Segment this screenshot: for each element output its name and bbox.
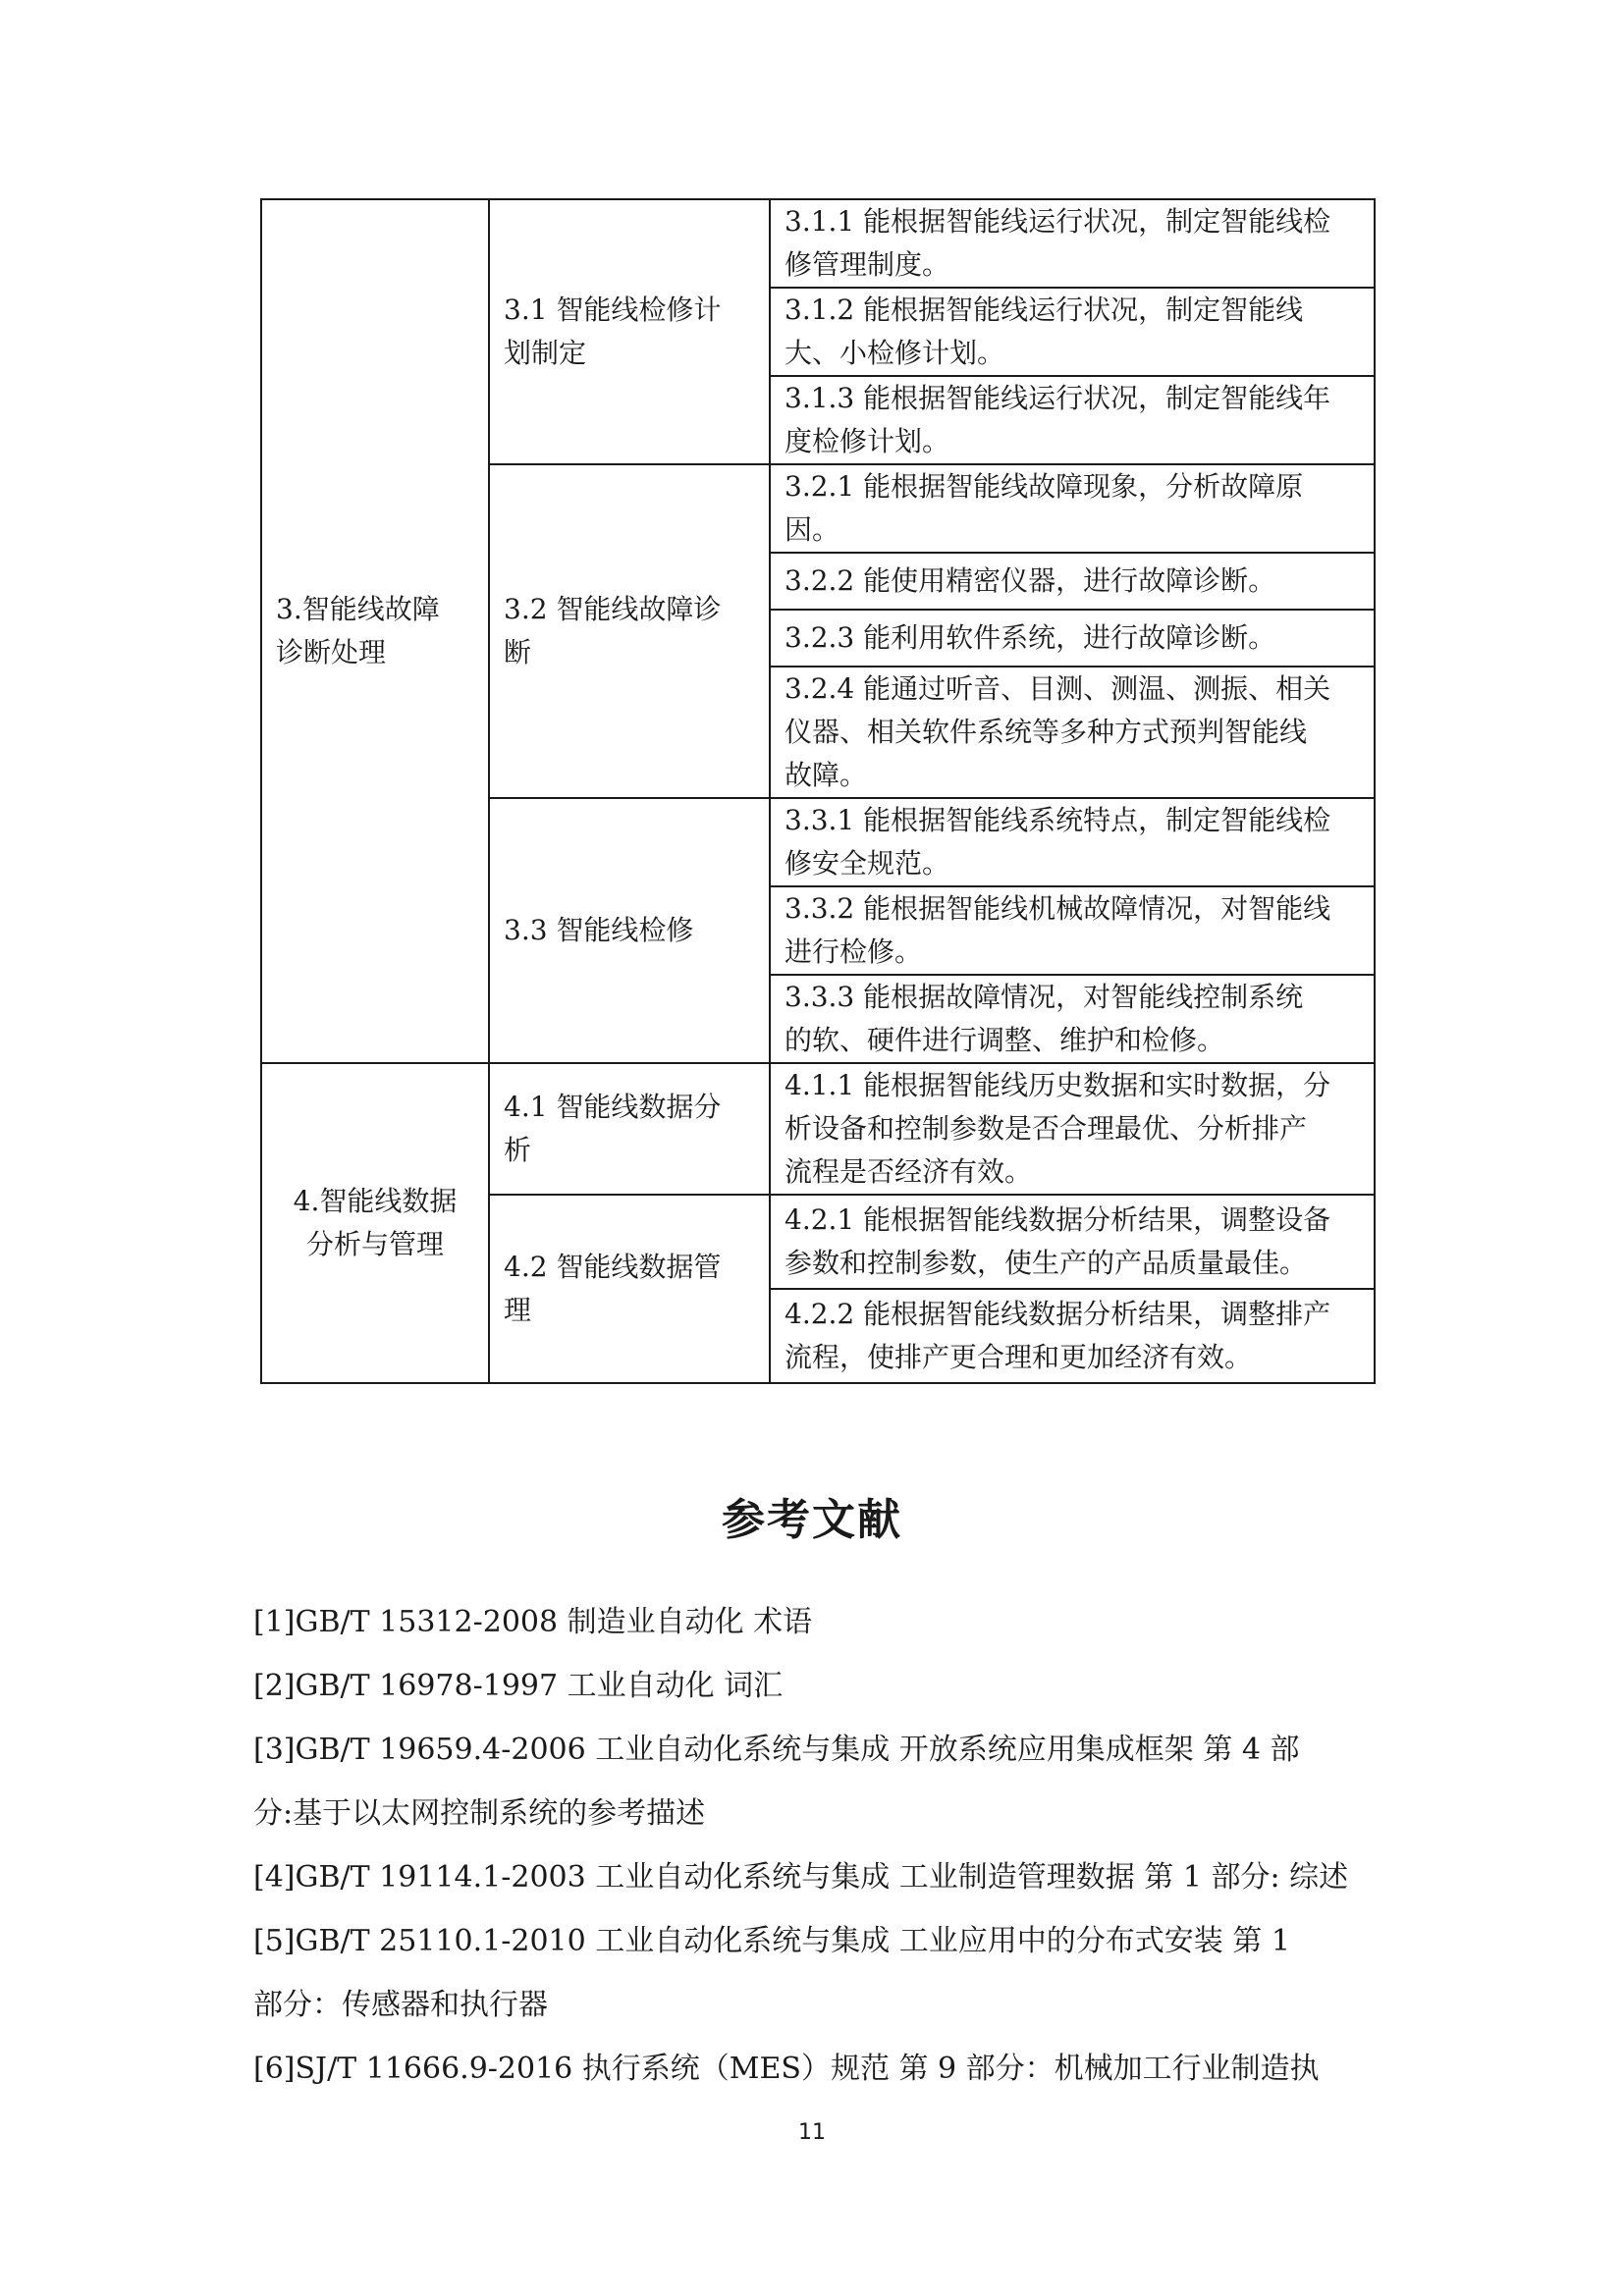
reference-line: 分:基于以太网控制系统的参考描述 — [253, 1796, 706, 1831]
subsection-4-2-cell — [489, 1195, 770, 1383]
subsection-4-1-cell — [489, 1063, 770, 1195]
section-4-line-1: 4.智能线数据 — [293, 1185, 458, 1217]
item-4-2-1 — [770, 1195, 1375, 1289]
item-line: 4.1.1 能根据智能线历史数据和实时数据，分 — [785, 1069, 1331, 1101]
item-3-1-2 — [770, 288, 1375, 376]
item-line: 4.2.2 能根据智能线数据分析结果，调整排产 — [785, 1298, 1331, 1330]
subsection-3-1-cell — [489, 199, 770, 464]
skills-table — [260, 198, 1376, 1384]
item-line: 流程，使排产更合理和更加经济有效。 — [785, 1341, 1253, 1373]
section-3-cell — [261, 199, 489, 1063]
item-4-1-1 — [770, 1063, 1375, 1195]
item-line: 3.3.1 能根据智能线系统特点，制定智能线检 — [785, 804, 1331, 836]
section-4-line-2: 分析与管理 — [305, 1228, 444, 1260]
reference-line: [3]GB/T 19659.4-2006 工业自动化系统与集成 开放系统应用集成框架 第 4 部 — [253, 1733, 1300, 1767]
item-line: 3.2.3 能利用软件系统，进行故障诊断。 — [785, 621, 1276, 654]
table-row — [261, 199, 1375, 288]
subsection-3-3-cell — [489, 798, 770, 1063]
item-3-2-2 — [770, 553, 1375, 610]
item-line: 流程是否经济有效。 — [785, 1155, 1033, 1188]
item-line: 析设备和控制参数是否合理最优、分析排产 — [785, 1112, 1308, 1145]
item-3-1-3 — [770, 376, 1375, 464]
item-line: 仪器、相关软件系统等多种方式预判智能线 — [785, 716, 1308, 748]
subsection-3-2-line-2: 断 — [504, 636, 532, 668]
reference-line: [2]GB/T 16978-1997 工业自动化 词汇 — [253, 1669, 784, 1703]
item-line: 3.2.4 能通过听音、目测、测温、测振、相关 — [785, 672, 1331, 705]
item-line: 3.3.3 能根据故障情况，对智能线控制系统 — [785, 981, 1304, 1013]
item-line: 修管理制度。 — [785, 248, 950, 281]
item-line: 修安全规范。 — [785, 847, 950, 880]
item-3-2-1 — [770, 464, 1375, 553]
item-3-3-2 — [770, 886, 1375, 975]
item-line: 参数和控制参数，使生产的产品质量最佳。 — [785, 1247, 1308, 1279]
reference-line: [5]GB/T 25110.1-2010 工业自动化系统与集成 工业应用中的分布式安装 第 1 — [253, 1924, 1290, 1958]
item-line: 度检修计划。 — [785, 425, 950, 457]
reference-line: [4]GB/T 19114.1-2003 工业自动化系统与集成 工业制造管理数据 第 1 部分: 综述 — [253, 1860, 1349, 1895]
page-number: 11 — [798, 2120, 826, 2145]
item-line: 进行检修。 — [785, 935, 923, 968]
item-line: 3.1.3 能根据智能线运行状况，制定智能线年 — [785, 382, 1331, 414]
subsection-4-2-line-2: 理 — [504, 1294, 532, 1326]
reference-line: [6]SJ/T 11666.9-2016 执行系统（MES）规范 第 9 部分：机械加工行业制造执 — [253, 2052, 1320, 2086]
item-line: 大、小检修计划。 — [785, 337, 1005, 369]
reference-line: [1]GB/T 15312-2008 制造业自动化 术语 — [253, 1605, 813, 1639]
section-4-cell — [261, 1063, 489, 1383]
item-line: 3.3.2 能根据智能线机械故障情况，对智能线 — [785, 892, 1331, 925]
subsection-4-1-line-2: 析 — [504, 1134, 532, 1166]
subsection-3-1-line-1: 3.1 智能线检修计 — [504, 294, 722, 326]
item-line: 3.2.2 能使用精密仪器，进行故障诊断。 — [785, 564, 1276, 597]
table-row — [261, 1063, 1375, 1195]
item-4-2-2 — [770, 1289, 1375, 1383]
item-line: 故障。 — [785, 759, 868, 791]
item-3-2-4 — [770, 667, 1375, 798]
item-3-2-3 — [770, 610, 1375, 667]
item-3-3-3 — [770, 975, 1375, 1063]
reference-line: 部分：传感器和执行器 — [253, 1988, 548, 2022]
section-3-line-2: 诊断处理 — [276, 636, 387, 668]
section-3-line-1: 3.智能线故障 — [276, 593, 440, 625]
item-line: 3.1.2 能根据智能线运行状况，制定智能线 — [785, 294, 1304, 326]
item-3-1-1 — [770, 199, 1375, 288]
subsection-3-2-line-1: 3.2 智能线故障诊 — [504, 593, 722, 625]
item-line: 因。 — [785, 513, 840, 546]
subsection-4-2-line-1: 4.2 智能线数据管 — [504, 1251, 722, 1283]
references-title: 参考文献 — [722, 1495, 902, 1545]
item-line: 3.1.1 能根据智能线运行状况，制定智能线检 — [785, 205, 1331, 238]
subsection-3-2-cell — [489, 464, 770, 798]
item-line: 4.2.1 能根据智能线数据分析结果，调整设备 — [785, 1203, 1331, 1236]
item-3-3-1 — [770, 798, 1375, 886]
subsection-3-3-line-1: 3.3 智能线检修 — [504, 914, 694, 946]
item-line: 的软、硬件进行调整、维护和检修。 — [785, 1024, 1225, 1056]
references-list — [253, 1590, 1382, 2101]
item-line: 3.2.1 能根据智能线故障现象，分析故障原 — [785, 470, 1304, 503]
subsection-3-1-line-2: 划制定 — [504, 337, 587, 369]
subsection-4-1-line-1: 4.1 智能线数据分 — [504, 1091, 722, 1123]
